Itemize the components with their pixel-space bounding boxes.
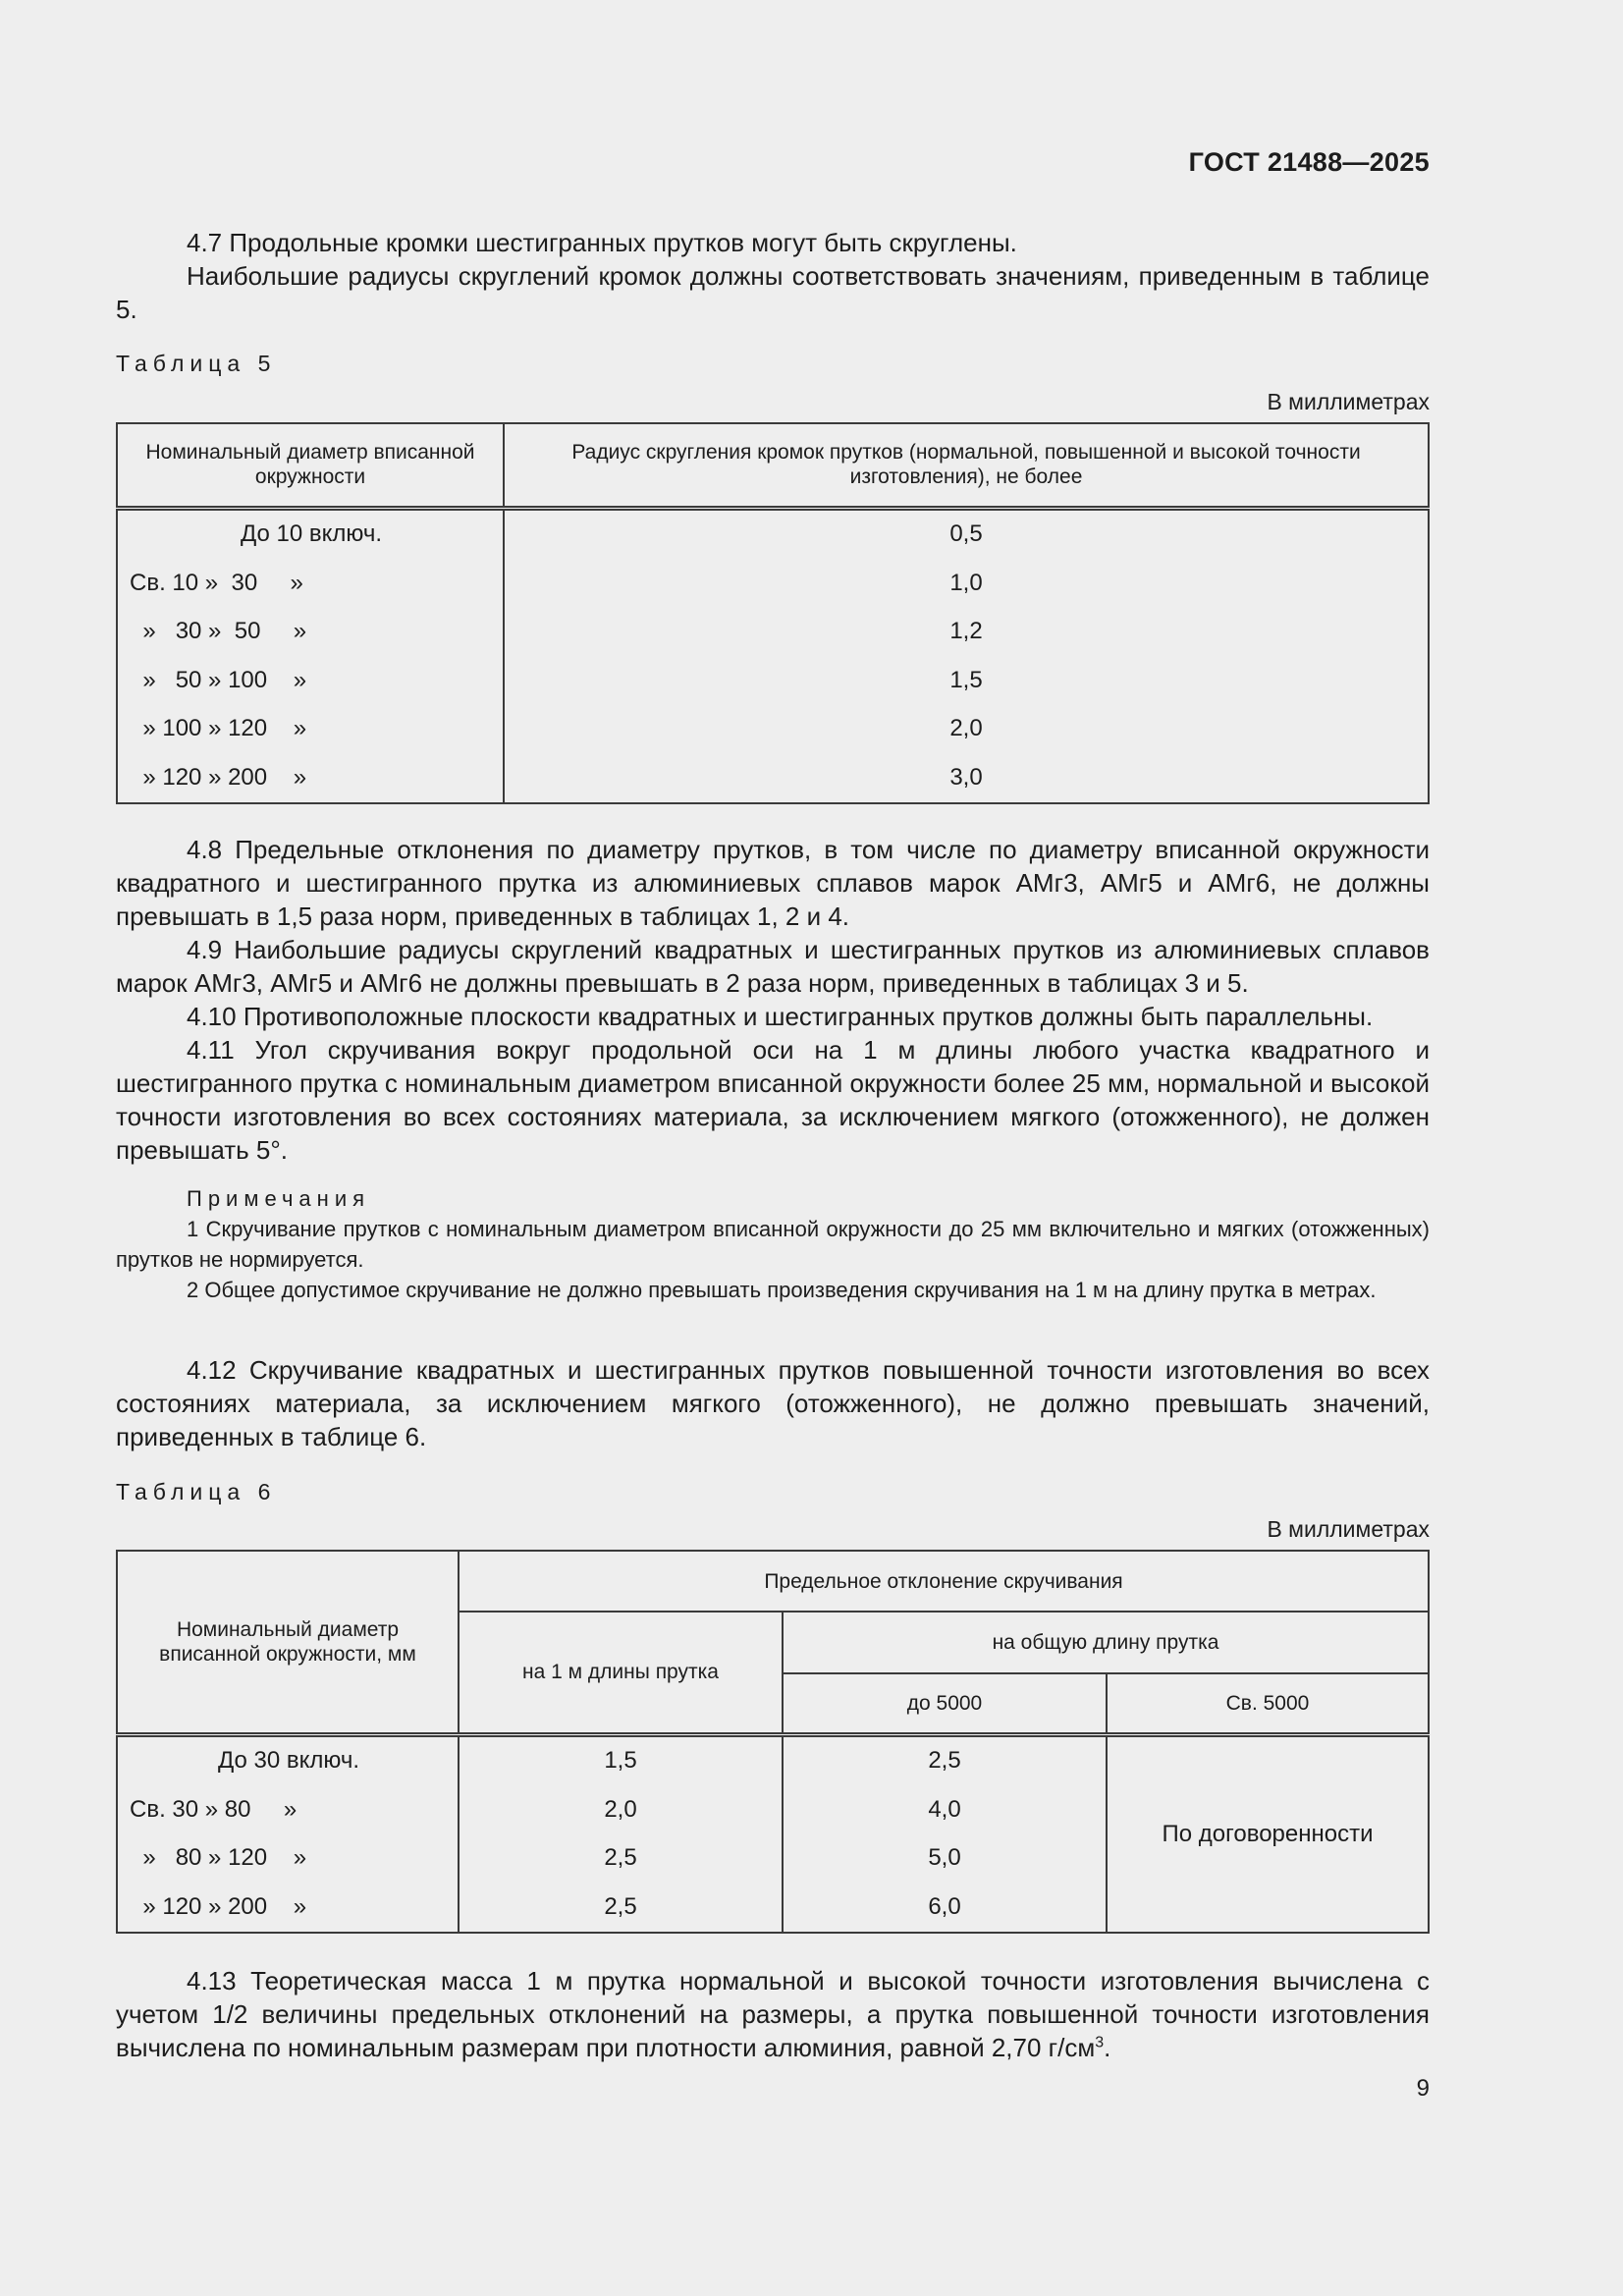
notes-block xyxy=(116,1184,1430,1305)
paragraph-4-7-continuation: Наибольшие радиусы скруглений кромок должны соответствовать значениям, приведенным в таблице 5. xyxy=(116,261,1430,324)
paragraph-4-13 xyxy=(116,1964,1430,2064)
note-2: 2 Общее допустимое скручивание не должно превышать произведения скручивания на 1 м на длину прутка в метрах. xyxy=(187,1278,1377,1302)
table-6-units-wrap xyxy=(116,1516,1430,1543)
table-5-label: Таблица 5 xyxy=(116,351,277,376)
table-6-header-group: Предельное отклонение скручивания xyxy=(459,1551,1429,1612)
table-6-per-meter: 2,0 xyxy=(459,1785,783,1834)
paragraph-4-13-end: . xyxy=(1104,2033,1111,2062)
paragraph-4-13-text: 4.13 Теоретическая масса 1 м прутка нормальной и высокой точности изготовления вычислена с учетом 1/2 величины предельных отклонений на размеры, а прутка повышенной точности изготовления вычислена по номинальным размерам при плотности алюминия, равной 2,70 г/см xyxy=(116,1966,1430,2062)
table-6-upto-5000: 6,0 xyxy=(783,1883,1107,1933)
table-6-block xyxy=(116,1479,1430,1505)
paragraph-4-9: 4.9 Наибольшие радиусы скруглений квадратных и шестигранных прутков из алюминиевых сплавов марок АМг3, АМг5 и АМг6 не должны превышать в 2 раза норм, приведенных в таблицах 3 и 5. xyxy=(116,935,1430,998)
table-6-header-over-5000: Св. 5000 xyxy=(1107,1673,1429,1734)
table-6-upto-5000: 2,5 xyxy=(783,1734,1107,1785)
table-6-range: » 120 » 200 » xyxy=(117,1883,459,1933)
table-6-header-per-meter: на 1 м длины прутка xyxy=(459,1612,783,1734)
table-6-units: В миллиметрах xyxy=(1267,1516,1430,1542)
paragraph-4-8: 4.8 Предельные отклонения по диаметру прутков, в том числе по диаметру вписанной окружности квадратного и шестигранного прутка из алюминиевых сплавов марок АМг3, АМг5 и АМг6, не должны превышать в 1,5 раза норм, приведенных в таблицах 1, 2 и 4. xyxy=(116,835,1430,931)
table-5-range: Св. 10 » 30 » xyxy=(117,559,504,608)
table-row xyxy=(117,559,1429,608)
section-4-13 xyxy=(116,1964,1430,2064)
table-row xyxy=(117,508,1429,559)
section-4-12 xyxy=(116,1353,1430,1453)
table-5-units-wrap xyxy=(116,389,1430,415)
table-6-range: Св. 30 » 80 » xyxy=(117,1785,459,1834)
table-5-value: 1,2 xyxy=(504,608,1429,657)
table-row xyxy=(117,1734,1429,1785)
table-5-range: » 100 » 120 » xyxy=(117,705,504,754)
table-6-per-meter: 1,5 xyxy=(459,1734,783,1785)
table-6-upto-5000: 5,0 xyxy=(783,1834,1107,1884)
table-5-value: 3,0 xyxy=(504,753,1429,803)
table-6-header-upto-5000: до 5000 xyxy=(783,1673,1107,1734)
table-6-over-5000-value: По договоренности xyxy=(1107,1734,1429,1933)
section-4-7 xyxy=(116,226,1430,326)
table-5-value: 1,0 xyxy=(504,559,1429,608)
notes-label: Примечания xyxy=(187,1186,371,1211)
table-6-range: » 80 » 120 » xyxy=(117,1834,459,1884)
table-5-value: 0,5 xyxy=(504,508,1429,559)
paragraph-4-12: 4.12 Скручивание квадратных и шестигранных прутков повышенной точности изготовления во всех состояниях материала, за исключением мягкого (отожженного), не должно превышать значений, приведенных в таблице 6. xyxy=(116,1355,1430,1451)
table-6-per-meter: 2,5 xyxy=(459,1883,783,1933)
table-5-range: » 50 » 100 » xyxy=(117,656,504,705)
table-6-header-diameter: Номинальный диаметр вписанной окружности, мм xyxy=(117,1551,459,1734)
table-5-value: 2,0 xyxy=(504,705,1429,754)
standard-code: ГОСТ 21488—2025 xyxy=(1188,147,1430,177)
table-row xyxy=(117,656,1429,705)
paragraph-4-10: 4.10 Противоположные плоскости квадратных и шестигранных прутков должны быть параллельны. xyxy=(187,1002,1374,1031)
table-6-label: Таблица 6 xyxy=(116,1479,277,1504)
note-1: 1 Скручивание прутков с номинальным диаметром вписанной окружности до 25 мм включительно и мягких (отожженных) прутков не нормируется. xyxy=(116,1217,1430,1272)
table-6-wrap xyxy=(116,1550,1430,1934)
table-5 xyxy=(116,422,1430,804)
table-6-header-total-length: на общую длину прутка xyxy=(783,1612,1429,1673)
table-5-range: » 120 » 200 » xyxy=(117,753,504,803)
sections-4-8-to-4-11 xyxy=(116,833,1430,1167)
table-5-range: » 30 » 50 » xyxy=(117,608,504,657)
table-5-header-radius: Радиус скругления кромок прутков (нормальной, повышенной и высокой точности изготовления), не более xyxy=(504,423,1429,508)
table-5-range: До 10 включ. xyxy=(117,508,504,559)
table-6-upto-5000: 4,0 xyxy=(783,1785,1107,1834)
table-6-range: До 30 включ. xyxy=(117,1734,459,1785)
table-row xyxy=(117,753,1429,803)
document-page xyxy=(116,0,1430,2296)
table-6 xyxy=(116,1550,1430,1934)
table-5-header-diameter: Номинальный диаметр вписанной окружности xyxy=(117,423,504,508)
page-number: 9 xyxy=(1416,2075,1430,2102)
paragraph-4-11: 4.11 Угол скручивания вокруг продольной оси на 1 м длины любого участка квадратного и шестигранного прутка с номинальным диаметром вписанной окружности более 25 мм, нормальной и высокой точности изготовления во всех состояниях материала, за исключением мягкого (отожженного), не должен превышать 5°. xyxy=(116,1035,1430,1165)
table-5-wrap xyxy=(116,422,1430,804)
table-row xyxy=(117,705,1429,754)
superscript-cubed: 3 xyxy=(1095,2034,1105,2051)
table-row xyxy=(117,608,1429,657)
table-6-per-meter: 2,5 xyxy=(459,1834,783,1884)
paragraph-4-7: 4.7 Продольные кромки шестигранных прутков могут быть скруглены. xyxy=(187,228,1017,257)
table-5-value: 1,5 xyxy=(504,656,1429,705)
table-5-block xyxy=(116,351,1430,377)
table-5-units: В миллиметрах xyxy=(1267,389,1430,414)
